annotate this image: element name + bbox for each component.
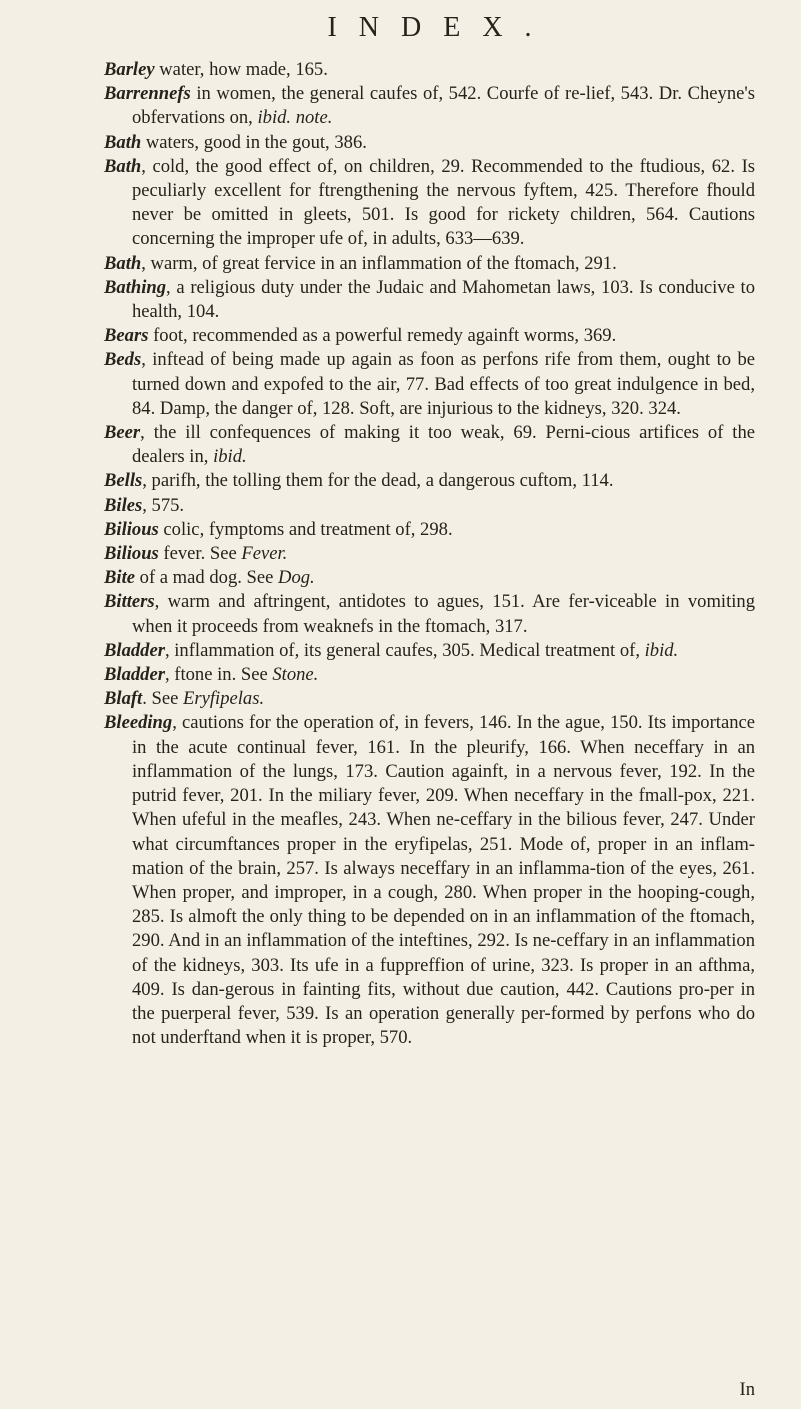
index-entry: [104, 494, 755, 518]
entry-text: foot, recommended as a powerful remedy againft worms, 369.: [148, 325, 617, 347]
index-entry: [104, 518, 755, 542]
entry-headword: Barrennefs: [104, 83, 191, 105]
entry-text: , warm, of great fervice in an inflammation of the ftomach, 291.: [141, 252, 617, 274]
entry-text: , inflammation of, its general caufes, 305. Medical treatment of,: [164, 639, 645, 661]
index-entry: [104, 155, 755, 252]
entry-headword: Bladder: [104, 639, 165, 661]
entry-headword: Blaft: [104, 688, 143, 710]
entry-text: , cold, the good effect of, on children, 29. Recommended to the ftudious, 62. Is peculiarly excellent for ftrengthening the nervous fyftem, 425. Therefore fhould never be omitted in gleets, 501. Is good for rickety children, 564. Cautions concerning the improper ufe of, in adults, 633—639.: [132, 155, 755, 250]
index-entry: [104, 590, 755, 638]
index-entry: [104, 566, 755, 590]
running-head: INDEX.: [327, 12, 554, 43]
entry-text: , the ill confequences of making it too weak, 69. Perni-cious artifices of the dealers in,: [132, 422, 755, 468]
entry-headword: Bath: [104, 155, 142, 177]
entry-cross-reference: Dog.: [278, 567, 315, 589]
entry-cross-reference: Fever.: [241, 543, 288, 565]
entry-headword: Barley: [104, 59, 155, 80]
entry-text: , inftead of being made up again as foon as perfons rife from them, ought to be turned down and expofed to the air, 77. Bad effects of too great indulgence in bed, 84. Damp, the danger of, 128. Soft, are injurious to the kidneys, 320. 324.: [132, 349, 755, 419]
entry-text: , parifh, the tolling them for the dead, a dangerous cuftom, 114.: [142, 470, 614, 492]
entry-cross-reference: ibid.: [213, 446, 247, 468]
entry-headword: Beer: [104, 422, 141, 444]
entry-cross-reference: ibid. note.: [257, 107, 333, 129]
entry-cross-reference: Eryfipelas.: [183, 688, 265, 710]
entry-headword: Bath: [104, 252, 142, 274]
entry-headword: Bleeding: [104, 712, 173, 734]
index-entry: [104, 348, 755, 421]
entry-text: , a religious duty under the Judaic and Mahometan laws, 103. Is conducive to health, 104.: [132, 276, 755, 323]
index-entry: [104, 324, 755, 348]
entry-headword: Bilious: [104, 543, 159, 565]
entry-text: , ftone in. See: [164, 664, 273, 686]
catchword: In: [739, 1379, 755, 1400]
entry-text: of a mad dog. See: [135, 567, 279, 589]
index-entry: [104, 663, 755, 687]
index-entry: [104, 639, 755, 663]
entry-headword: Bells: [104, 470, 143, 492]
entry-cross-reference: ibid.: [644, 639, 679, 661]
entry-headword: Biles: [104, 494, 143, 516]
index-entry: [104, 421, 755, 469]
index-entry: [104, 82, 755, 130]
index-entry: [104, 687, 755, 711]
index-entries: [104, 58, 755, 1050]
index-entry: [104, 58, 755, 82]
index-entry: [104, 542, 755, 566]
index-entry: [104, 276, 755, 324]
entry-text: fever. See: [158, 543, 242, 565]
entry-text: , cautions for the operation of, in fevers, 146. In the ague, 150. Its importance in the acute continual fever, 161. In the pleurify, 166. When neceffary in an inflammation of the lungs, 173. Caution againft, in a nervous fever, 192. In the putrid fever, 201. In the miliary fever, 209. When neceffary in the fmall-pox, 221. When ufeful in the meafles, 243. When ne-ceffary in the bilious fever, 247. Under what circumftances proper in the eryfipelas, 251. Mode of, proper in an inflam-mation of the brain, 257. Is always neceffary in an inflamma-tion of the eyes, 261. When proper, and improper, in a cough, 280. When proper in the hooping-cough, 285. Is almoft the only thing to be depended on in an inflammation of the ftomach, 290. And in an inflammation of the inteftines, 292. Is ne-ceffary in an inflammation of the kidneys, 303. Its ufe in a fuppreffion of urine, 323. Is proper in an afthma, 409. Is dan-gerous in fainting fits, without due caution, 442. Cautions pro-per in the puerperal fever, 539. Is an operation generally per-formed by perfons who do not underftand when it is proper, 570.: [132, 712, 755, 1049]
index-entry: [104, 711, 755, 1050]
entry-text: in women, the general caufes of, 542. Courfe of re-lief, 543. Dr. Cheyne's obfervations on,: [132, 83, 755, 129]
entry-text: , 575.: [142, 494, 185, 516]
entry-headword: Bitters: [104, 591, 155, 613]
entry-text: waters, good in the gout, 386.: [141, 131, 367, 153]
entry-headword: Bite: [104, 567, 135, 589]
index-entry: [104, 131, 755, 155]
index-entry: [104, 469, 755, 493]
entry-headword: Bears: [104, 325, 149, 347]
entry-text: water, how made, 165.: [154, 59, 328, 80]
entry-headword: Bilious: [104, 518, 159, 540]
index-entry: [104, 252, 755, 276]
entry-cross-reference: Stone.: [272, 664, 319, 686]
entry-headword: Bladder: [104, 664, 165, 686]
entry-headword: Bath: [104, 131, 142, 153]
entry-text: , warm and aftringent, antidotes to agues, 151. Are fer-viceable in vomiting when it proceeds from weaknefs in the ftomach, 317.: [132, 591, 755, 637]
entry-headword: Beds: [104, 349, 142, 371]
entry-text: colic, fymptoms and treatment of, 298.: [158, 518, 453, 540]
entry-text: . See: [142, 688, 184, 710]
entry-headword: Bathing: [104, 276, 167, 298]
